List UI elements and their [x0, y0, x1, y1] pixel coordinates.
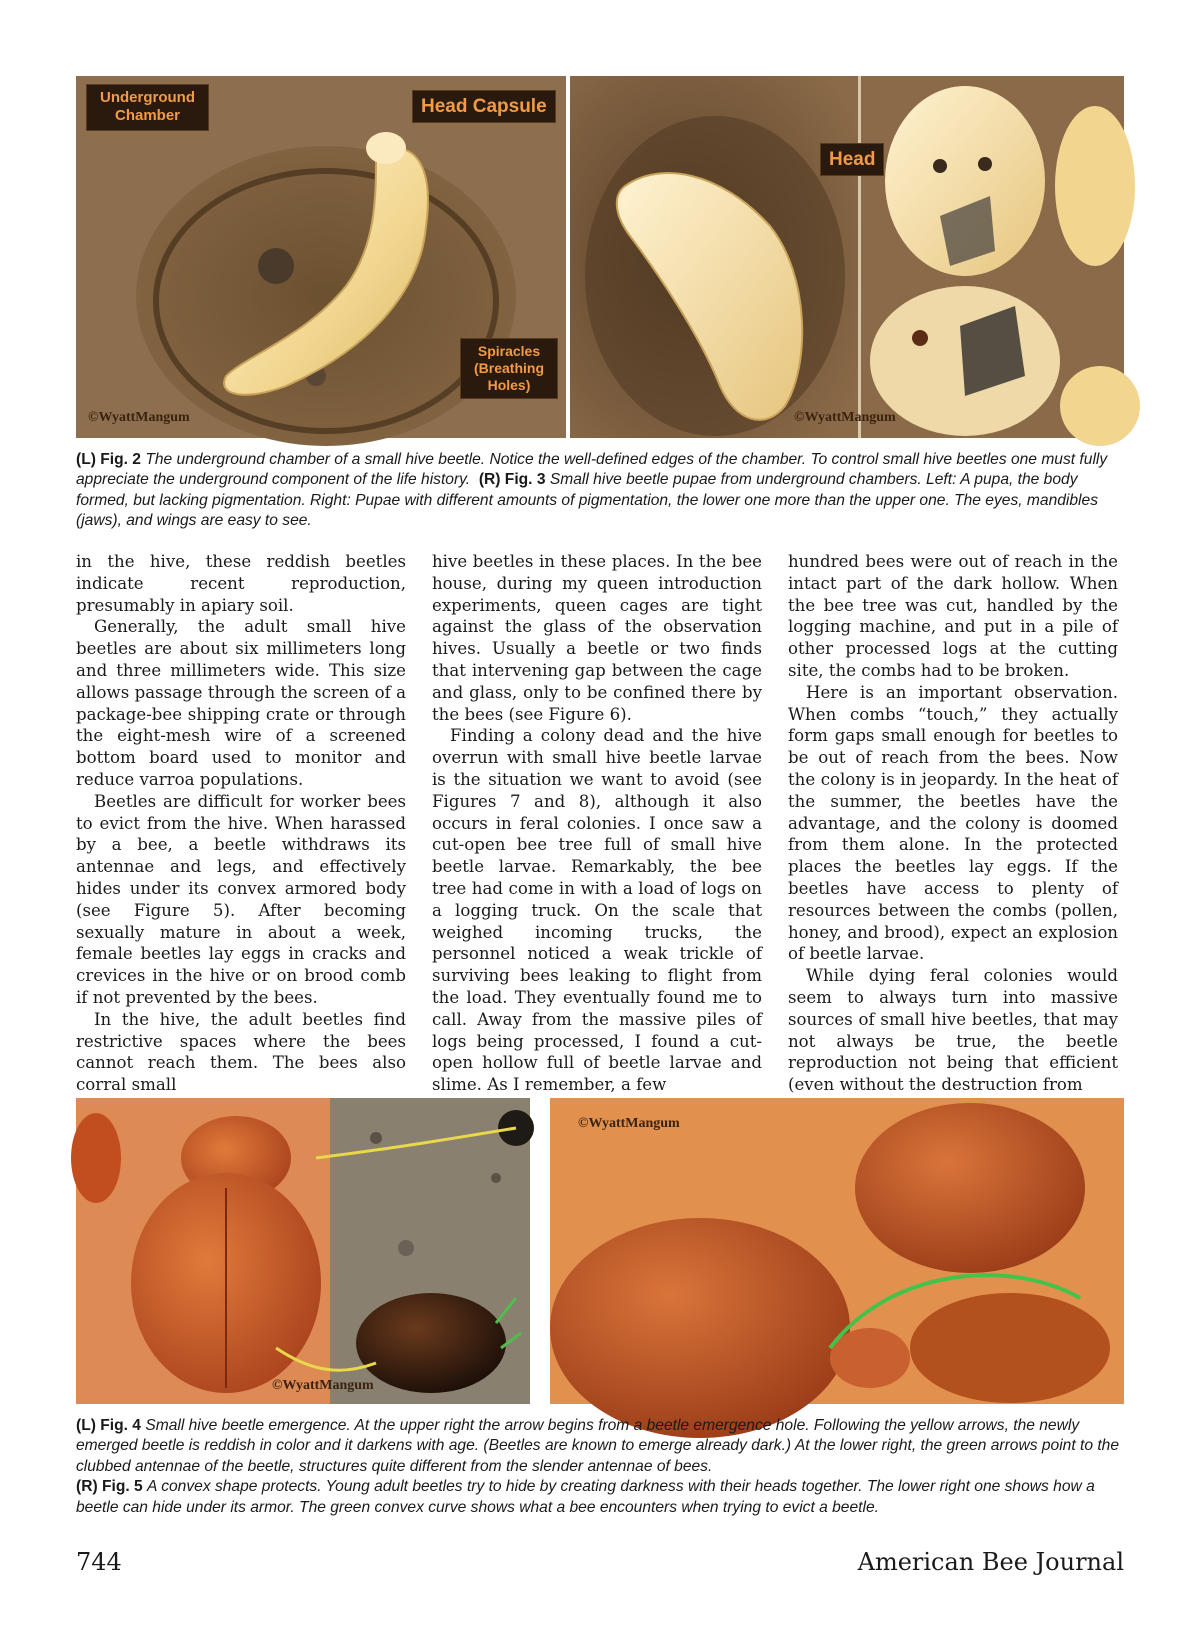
- fig-5-text: A convex shape protects. Young adult beetles try to hide by creating darkness with their heads together. The lower right one shows how a beetle can hide under its armor. The green convex curve shows what a bee encounters when trying to evict a beetle.: [76, 1478, 1095, 1516]
- beetle-emergence-image: [76, 1098, 530, 1404]
- fig-5-marker: (R) Fig. 5: [76, 1478, 143, 1496]
- fig-3-marker: (R) Fig. 3: [478, 471, 546, 489]
- body-column-3: [788, 551, 1118, 1095]
- figure-4-photo: [76, 1098, 530, 1404]
- paragraph: hundred bees were out of reach in the intact part of the dark hollow. When the bee tree was cut, handled by the logging machine, and put in a pile of other processed logs at the cutting site, the combs had to be broken.: [788, 552, 1118, 680]
- paragraph: While dying feral colonies would seem to always turn into massive sources of small hive beetles, that may not always be true, the beetle reproduction not being that efficient (even without the destruction from: [788, 966, 1118, 1095]
- body-column-1: [76, 551, 406, 1095]
- fig-4-text: Small hive beetle emergence. At the upper right the arrow begins from a beetle emergence hole. Following the yellow arrows, the newly emerged beetle is reddish in color and it darkens with age. (Beetles are known to emerge already dark.) At the lower right, the green arrows point to the clubbed antennae of the beetle, structures quite different from the slender antennae of bees.: [76, 1417, 1120, 1475]
- paragraph: Beetles are difficult for worker bees to evict from the hive. When harassed by a bee, a beetle withdraws its antennae and legs, and effectively hides under its convex armored body (see Figure 5). After becoming sexually mature in about a week, female beetles lay eggs in cracks and crevices in the hive or on brood comb if not prevented by the bees.: [76, 791, 406, 1007]
- convex-beetles-image: [550, 1098, 1124, 1404]
- body-column-2: [432, 551, 762, 1095]
- watermark: ©WyattMangum: [272, 1378, 374, 1393]
- figure-3-photo: [570, 76, 1124, 438]
- head-label: Head: [820, 143, 884, 176]
- paragraph: Finding a colony dead and the hive overrun with small hive beetle larvae is the situation we want to avoid (see Figures 7 and 8), although it also occurs in feral colonies. I once saw a cut-open bee tree full of small hive beetle larvae. Remarkably, the bee tree had come in with a load of logs on a logging truck. On the scale that weighed incoming trucks, the personnel noticed a weak trickle of surviving bees leaking to flight from the load. They eventually found me to call. Away from the massive piles of logs being processed, I found a cut-open hollow full of beetle larvae and slime. As I remember, a few: [432, 726, 762, 1095]
- figure-5-photo: [550, 1098, 1124, 1404]
- underground-chamber-label: Underground Chamber: [86, 84, 209, 131]
- fig-2-marker: (L) Fig. 2: [76, 451, 141, 468]
- paragraph: In the hive, the adult beetles find restrictive spaces where the bees cannot reach them. The bees also corral small: [76, 1009, 406, 1095]
- spiracles-label: Spiracles (Breathing Holes): [460, 338, 558, 399]
- pupae-image: [570, 76, 1124, 438]
- page-number: 744: [76, 1548, 122, 1576]
- figure-2-photo: [76, 76, 566, 438]
- watermark: ©WyattMangum: [794, 410, 896, 425]
- fig-4-marker: (L) Fig. 4: [76, 1417, 141, 1434]
- watermark: ©WyattMangum: [578, 1116, 680, 1131]
- fig-2-text: The underground chamber of a small hive beetle. Notice the well-defined edges of the chamber. To control small hive beetles one must fully appreciate the underground component of the life history.: [76, 451, 1108, 489]
- fig-3-text: Small hive beetle pupae from underground chambers. Left: A pupa, the body formed, but lacking pigmentation. Right: Pupae with different amounts of pigmentation, the lower one more than the upper one. The eyes, mandibles (jaws), and wings are easy to see.: [76, 471, 1098, 530]
- paragraph: in the hive, these reddish beetles indicate recent reproduction, presumably in apiary soil.: [76, 552, 406, 615]
- watermark: ©WyattMangum: [88, 410, 190, 425]
- paragraph: Here is an important observation. When combs “touch,” they actually form gaps small enough for beetles to be out of reach from the bees. Now the colony is in jeopardy. In the heat of the summer, the beetles have the advantage, and the colony is doomed from them alone. In the protected places the beetles lay eggs. If the beetles have access to plenty of resources between the combs (pollen, honey, and brood), expect an explosion of beetle larvae.: [788, 682, 1118, 964]
- journal-name: American Bee Journal: [857, 1548, 1124, 1576]
- figure-4-5-caption: [76, 1416, 1124, 1518]
- paragraph: hive beetles in these places. In the bee house, during my queen introduction experiments, queen cages are tight against the glass of the observation hives. Usually a beetle or two finds that intervening gap between the cage and glass, only to be confined there by the bees (see Figure 6).: [432, 552, 762, 724]
- figure-2-3-caption: [76, 450, 1124, 532]
- paragraph: Generally, the adult small hive beetles are about six millimeters long and three millimeters wide. This size allows passage through the screen of a package-bee shipping crate or through the eight-mesh wire of a screened bottom board used to monitor and reduce varroa populations.: [76, 617, 406, 789]
- head-capsule-label: Head Capsule: [412, 90, 556, 123]
